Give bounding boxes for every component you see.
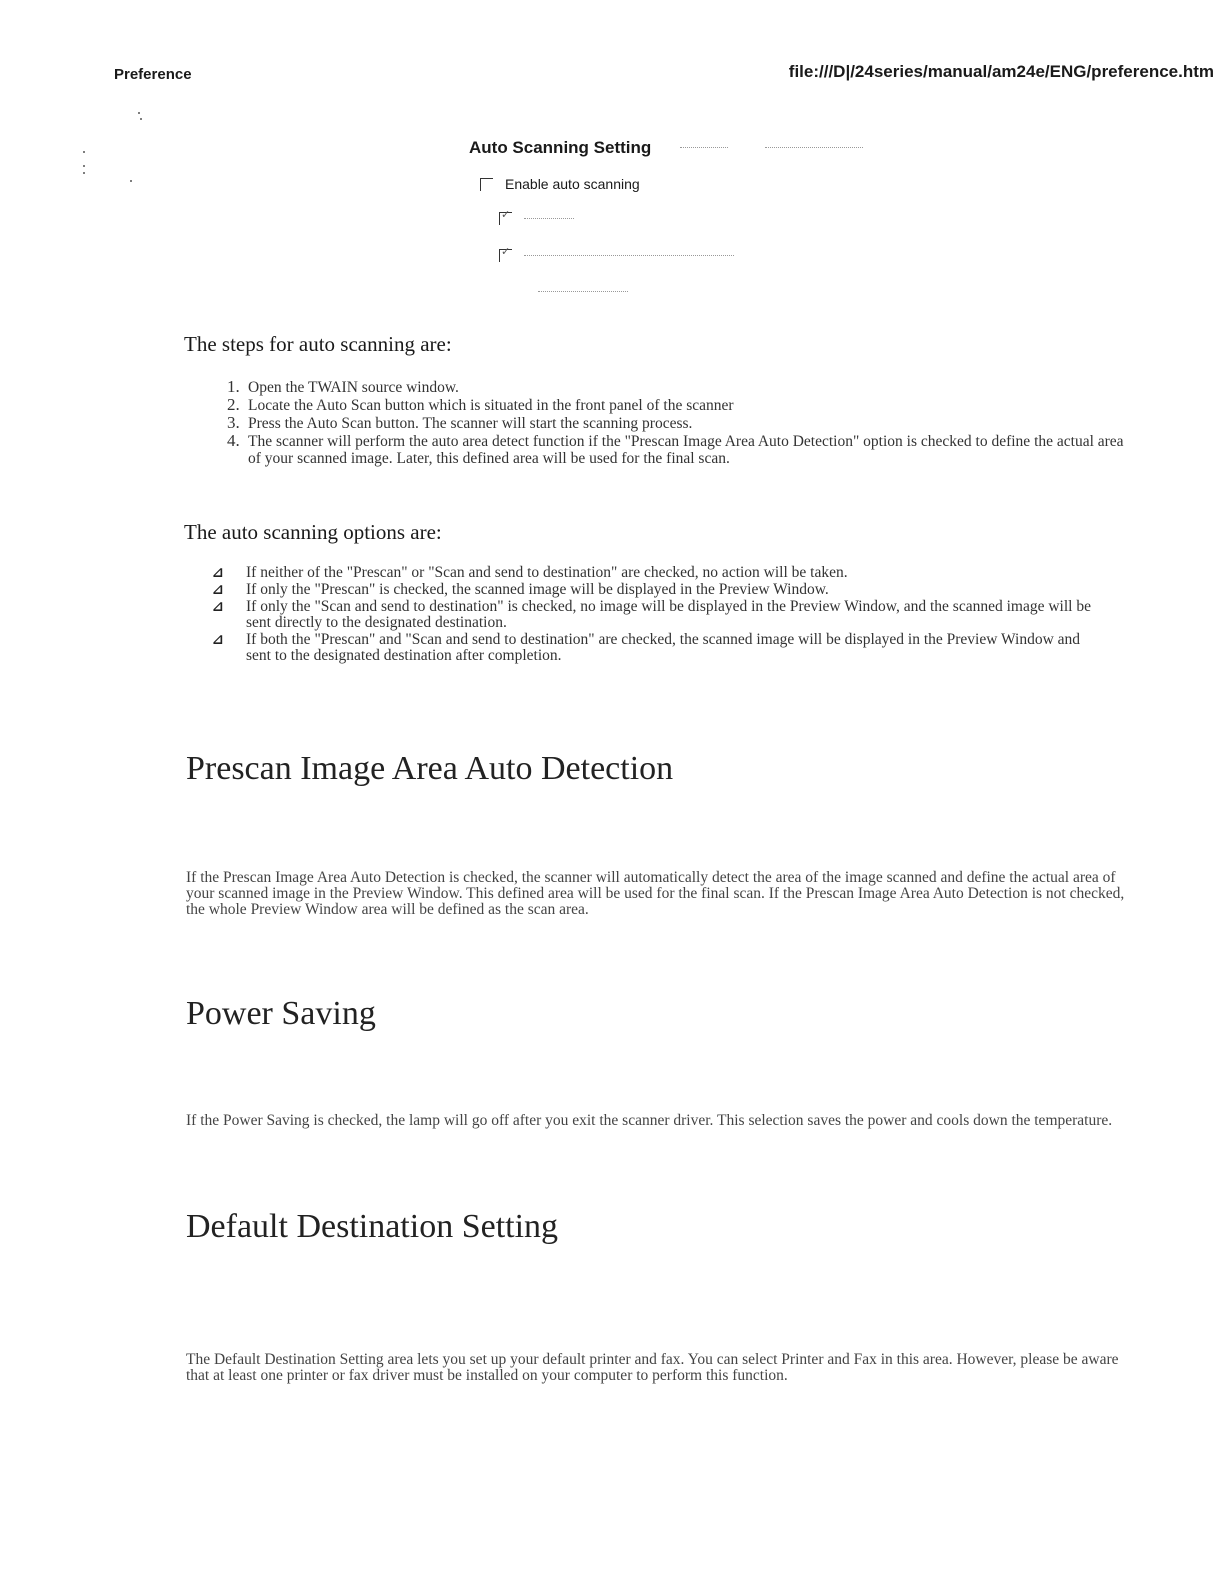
power-saving-title: Power Saving bbox=[186, 995, 376, 1032]
bullet-icon: ⊿ bbox=[212, 599, 224, 615]
list-item bbox=[212, 582, 1102, 598]
scan-speck bbox=[130, 180, 132, 182]
list-item: 4. The scanner will perform the auto area detect function if the "Prescan Image Area Auto Detection" option is checked to define the actual area of your scanned image. Later, this defined area will be used for the final scan. bbox=[244, 432, 1124, 467]
group-box-border bbox=[680, 147, 728, 149]
enable-auto-scanning-option[interactable] bbox=[480, 176, 640, 192]
list-item bbox=[212, 599, 1102, 631]
list-item: 1. Open the TWAIN source window. bbox=[244, 378, 1124, 396]
page-header-path: file:///D|/24series/manual/am24e/ENG/preference.htm bbox=[788, 62, 1214, 81]
scan-speck bbox=[138, 112, 140, 114]
power-saving-body: If the Power Saving is checked, the lamp will go off after you exit the scanner driver. This selection saves the power and cools down the temperature. bbox=[186, 1112, 1113, 1129]
option-text: If only the "Scan and send to destination" is checked, no image will be displayed in the Preview Window, and the scanned image will be sent directly to the designated destination. bbox=[246, 598, 1091, 631]
prescan-checkbox[interactable] bbox=[499, 212, 512, 225]
prescan-section-body: If the Prescan Image Area Auto Detection is checked, the scanner will automatically detect the area of the image scanned and define the actual area of your scanned image in the Preview Window. This defined area will be used for the final scan. If the Prescan Image Area Auto Detection is not checked, the whole Preview Window area will be defined as the scan area. bbox=[186, 869, 1125, 918]
default-destination-body: The Default Destination Setting area lets you set up your default printer and fax. You can select Printer and Fax in this area. However, please be aware that at least one printer or fax driver must be installed on your computer to perform this function. bbox=[186, 1351, 1119, 1384]
bullet-icon: ⊿ bbox=[212, 565, 224, 581]
enable-auto-scanning-label: Enable auto scanning bbox=[505, 176, 640, 192]
list-item bbox=[212, 632, 1102, 664]
prescan-section-title: Prescan Image Area Auto Detection bbox=[186, 750, 674, 787]
enable-auto-scanning-checkbox[interactable] bbox=[480, 178, 493, 191]
prescan-option[interactable] bbox=[499, 212, 574, 225]
option-text: If only the "Prescan" is checked, the scanned image will be displayed in the Preview Window. bbox=[246, 581, 829, 598]
option-text: If neither of the "Prescan" or "Scan and send to destination" are checked, no action will be taken. bbox=[246, 564, 848, 581]
bullet-icon: ⊿ bbox=[212, 632, 224, 648]
list-item bbox=[212, 565, 1102, 581]
options-list bbox=[212, 565, 1102, 665]
steps-list bbox=[216, 378, 1124, 467]
faded-text bbox=[538, 291, 628, 293]
list-item: 3. Press the Auto Scan button. The scanner will start the scanning process. bbox=[244, 414, 1124, 432]
scan-speck bbox=[83, 172, 85, 174]
default-destination-title: Default Destination Setting bbox=[186, 1208, 559, 1245]
list-item: 2. Locate the Auto Scan button which is situated in the front panel of the scanner bbox=[244, 396, 1124, 414]
scan-speck bbox=[83, 165, 85, 167]
faded-label bbox=[524, 255, 734, 257]
scan-speck bbox=[83, 151, 85, 153]
page-header-title: Preference bbox=[114, 66, 192, 83]
option-text: If both the "Prescan" and "Scan and send to destination" are checked, the scanned image will be displayed in the Preview Window and sent to the designated destination after completion. bbox=[246, 631, 1081, 664]
faded-label bbox=[524, 218, 574, 220]
steps-lead: The steps for auto scanning are: bbox=[184, 332, 452, 356]
group-box-border bbox=[765, 147, 863, 149]
scan-speck bbox=[140, 118, 142, 120]
bullet-icon: ⊿ bbox=[212, 582, 224, 598]
scan-and-send-option[interactable] bbox=[499, 249, 734, 262]
scan-and-send-checkbox[interactable] bbox=[499, 249, 512, 262]
options-lead: The auto scanning options are: bbox=[184, 520, 442, 544]
auto-scanning-setting-title: Auto Scanning Setting bbox=[469, 138, 652, 157]
